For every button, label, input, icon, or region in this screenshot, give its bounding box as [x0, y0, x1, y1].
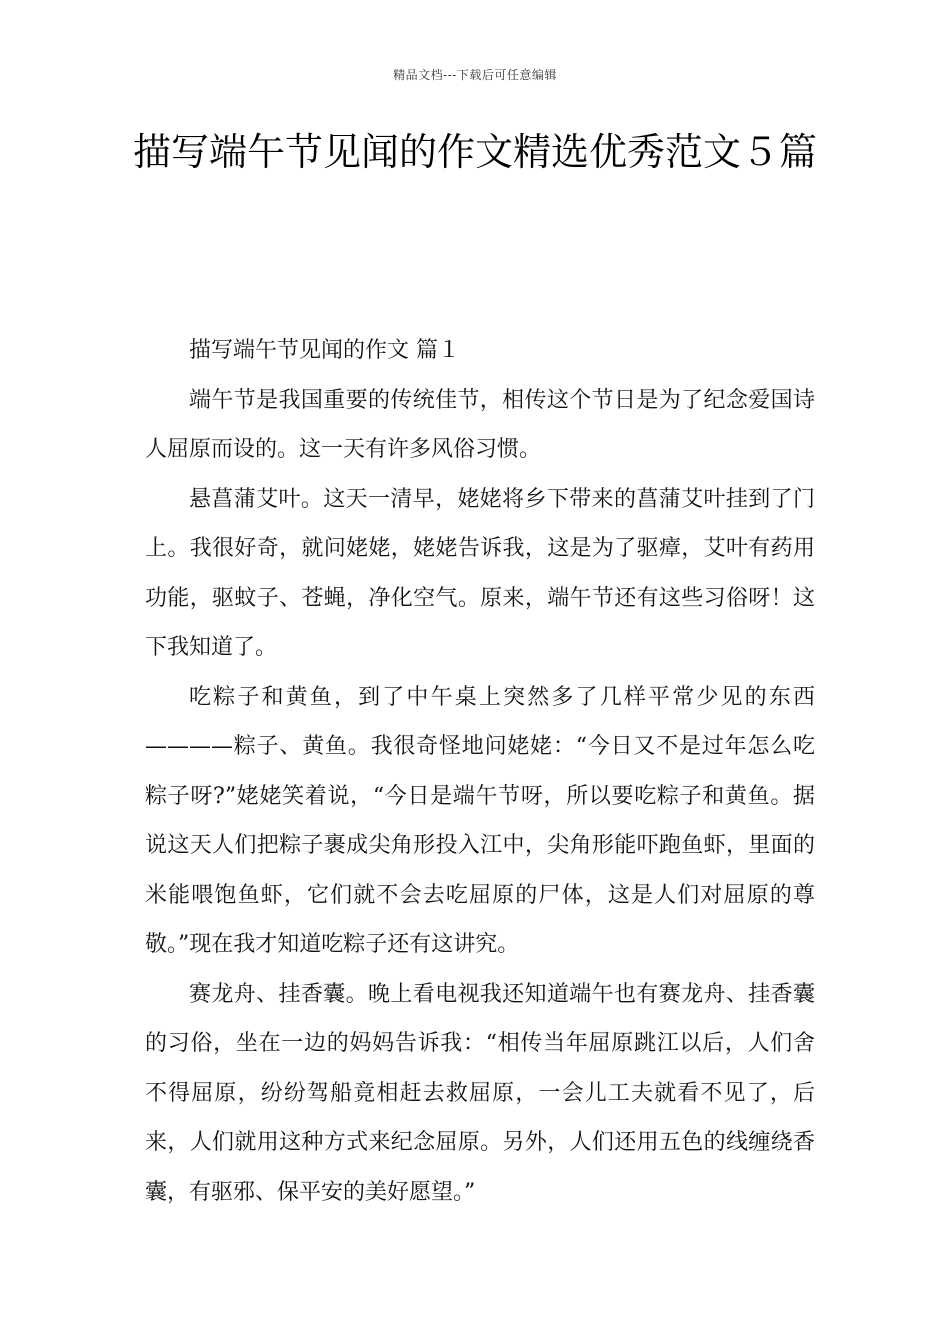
document-title: 描写端午节见闻的作文精选优秀范文５篇 [132, 130, 817, 174]
paragraph: 赛龙舟、挂香囊。晚上看电视我还知道端午也有赛龙舟、挂香囊的习俗，坐在一边的妈妈告诉我：“相传当年屈原跳江以后，人们舍不得屈原，纷纷驾船竟相赶去救屈原，一会儿工夫就看不见了，后来，人们就用这种方式来纪念屈原。另外，人们还用五色的线缠绕香囊，有驱邪、保平安的美好愿望。” [145, 981, 815, 1205]
paragraph: 悬菖蒲艾叶。这天一清早，姥姥将乡下带来的菖蒲艾叶挂到了门上。我很好奇，就问姥姥，姥姥告诉我，这是为了驱瘴，艾叶有药用功能，驱蚊子、苍蝇，净化空气。原来，端午节还有这些习俗呀！这下我知道了。 [145, 486, 815, 660]
header-note: 精品文档---下载后可任意编辑 [393, 68, 557, 82]
paragraph: 端午节是我国重要的传统佳节，相传这个节日是为了纪念爱国诗人屈原而设的。这一天有许多风俗习惯。 [145, 387, 815, 462]
paragraph: 吃粽子和黄鱼，到了中午桌上突然多了几样平常少见的东西————粽子、黄鱼。我很奇怪地问姥姥：“今日又不是过年怎么吃粽子呀?”姥姥笑着说，“今日是端午节呀，所以要吃粽子和黄鱼。据说这天人们把粽子裹成尖角形投入江中，尖角形能吓跑鱼虾，里面的米能喂饱鱼虾，它们就不会去吃屈原的尸体，这是人们对屈原的尊敬。”现在我才知道吃粽子还有这讲究。 [145, 684, 815, 957]
section-heading: 描写端午节见闻的作文 篇１ [189, 338, 460, 363]
document-body [145, 326, 815, 1217]
